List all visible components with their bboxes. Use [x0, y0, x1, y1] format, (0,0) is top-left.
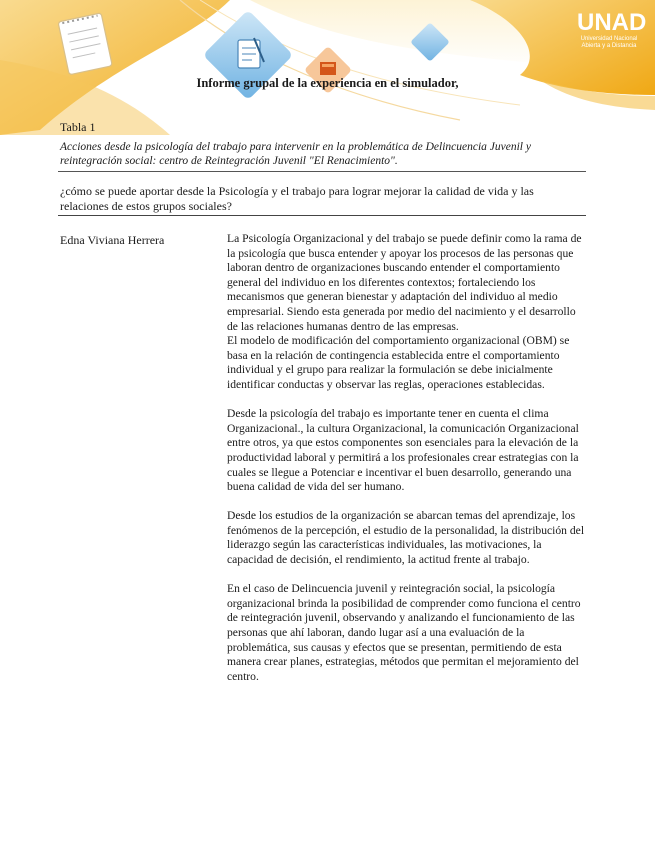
table-top-rule: [58, 171, 586, 172]
guiding-question: ¿cómo se puede aportar desde la Psicología y el trabajo para lograr mejorar la calidad de vida y las relaciones de estos grupos sociales?: [60, 184, 534, 213]
paragraph-organizational-climate: Desde la psicología del trabajo es importante tener en cuenta el clima Organizacional., la cultura Organizacional, la comunicación Organizacional entre otros, ya que estos componentes son esenciales para la elevación de la productividad laboral y permitirá a los profesionales crear estrategias con la cuales se llegue a Potenciar e incentivar el buen desarrollo, generando una buena calidad de vida del ser humano.: [227, 407, 579, 494]
logo-subtitle-1: Universidad Nacional: [580, 36, 638, 42]
author-contribution: [227, 232, 585, 684]
document-title: Informe grupal de la experiencia en el simulador,: [196, 76, 459, 90]
header-banner: [0, 0, 655, 135]
paragraph-juvenile-delinquency: En el caso de Delincuencia juvenil y reintegración social, la psicología organizacional brinda la posibilidad de comprender como funciona el centro de reintegración juvenil, observando y analizando el funcionamiento de las personas que ahí laboran, dando lugar así a una evaluación de la problemática, sus causas y efectos que se presentan, permitiendo de esta manera crear planes, estrategias, métodos que permitan el mejoramiento del centro.: [227, 582, 581, 683]
logo-subtitle-2: Abierta y a Distancia: [581, 43, 637, 49]
table-caption: Acciones desde la psicología del trabajo para intervenir en la problemática de Delincuencia Juvenil y reintegración social: centro de Reintegración Juvenil "El Renacimiento".: [60, 141, 531, 167]
table-header-rule: [58, 215, 586, 216]
logo-wordmark: UNAD: [577, 9, 647, 36]
unad-logo: [577, 9, 647, 50]
paragraph-obm-model: El modelo de modificación del comportamiento organizacional (OBM) se basa en la relación de contingencia establecida entre el comportamiento individual y el grupo para realizar la formulación se debe inicialmente identificar conductas y observar las reglas, operaciones establecidas.: [227, 334, 570, 391]
table-label: Tabla 1: [60, 120, 96, 134]
author-name: Edna Viviana Herrera: [60, 233, 165, 247]
paragraph-definition: La Psicología Organizacional y del trabajo se puede definir como la rama de la psicología que busca entender y apoyar los procesos de las personas que laboran dentro de organizaciones buscando entender el comportamiento general del individuo en los diferentes contextos; fortaleciendo los mecanismos que generan bienestar y adaptación del individuo al medio empresarial. Siendo esta generada por medio del nacimiento y el desarrollo de las relaciones humanas dentro de las empresas.: [227, 232, 582, 333]
paragraph-organization-studies: Desde los estudios de la organización se abarcan temas del aprendizaje, los fenómenos de la percepción, el estudio de la personalidad, la distribución del liderazgo según las características individuales, las motivaciones, la capacidad de decisión, el rendimiento, la actitud frente al trabajo.: [227, 509, 585, 567]
